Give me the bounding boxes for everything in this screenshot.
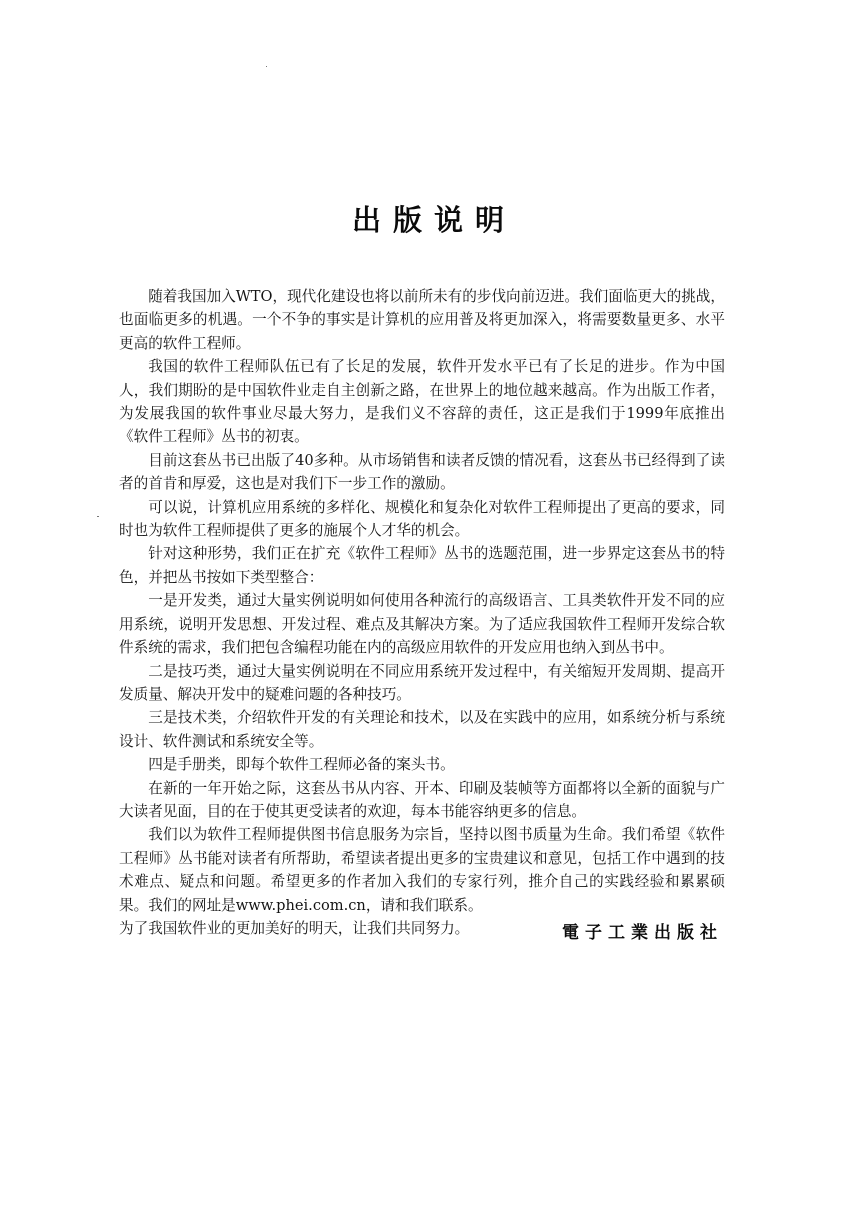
page-title: 出版说明: [351, 203, 516, 237]
paragraph: 三是技术类，介绍软件开发的有关理论和技术，以及在实践中的应用，如系统分析与系统设计、软件测试和系统安全等。: [119, 709, 725, 750]
scan-speck: [266, 66, 267, 67]
body-text: [119, 285, 725, 940]
paragraph: 一是开发类，通过大量实例说明如何使用各种流行的高级语言、工具类软件开发不同的应用系统，说明开发思想、开发过程、难点及其解决方案。为了适应我国软件工程师开发综合软件系统的需求，我们把包含编程功能在内的高级应用软件的开发应用也纳入到丛书中。: [119, 592, 725, 657]
paragraph: 我国的软件工程师队伍已有了长足的发展，软件开发水平已有了长足的进步。作为中国人，我们期盼的是中国软件业走自主创新之路，在世界上的地位越来越高。作为出版工作者，为发展我国的软件事业尽最大努力，是我们义不容辞的责任，这正是我们于1999年底推出《软件工程师》丛书的初衷。: [119, 358, 725, 446]
paragraph: 随着我国加入WTO，现代化建设也将以前所未有的步伐向前迈进。我们面临更大的挑战，也面临更多的机遇。一个不争的事实是计算机的应用普及将更加深入，将需要数量更多、水平更高的软件工程师。: [119, 288, 725, 352]
scan-speck: [97, 516, 99, 517]
paragraph: 我们以为软件工程师提供图书信息服务为宗旨，坚持以图书质量为生命。我们希望《软件工程师》丛书能对读者有所帮助，希望读者提出更多的宝贵建议和意见，包括工作中遇到的技术难点、疑点和问题。希望更多的作者加入我们的专家行列，推介自己的实践经验和累累硕果。我们的网址是www.phei.com.cn，请和我们联系。: [119, 826, 725, 914]
paragraph: 四是手册类，即每个软件工程师必备的案头书。: [148, 756, 455, 774]
paragraph: 在新的一年开始之际，这套丛书从内容、开本、印刷及装帧等方面都将以全新的面貌与广大读者见面，目的在于使其更受读者的欢迎，每本书能容纳更多的信息。: [119, 779, 725, 820]
paragraph: 目前这套丛书已出版了40多种。从市场销售和读者反馈的情况看，这套丛书已经得到了读者的首肯和厚爱，这也是对我们下一步工作的激励。: [119, 451, 725, 493]
publisher-name: 電子工業出版社: [562, 923, 723, 943]
paragraph: 针对这种形势，我们正在扩充《软件工程师》丛书的选题范围，进一步界定这套丛书的特色，并把丛书按如下类型整合：: [119, 545, 725, 586]
closing-paragraph: 为了我国软件业的更加美好的明天，让我们共同努力。: [119, 919, 470, 937]
paragraph: 可以说，计算机应用系统的多样化、规模化和复杂化对软件工程师提出了更高的要求，同时也为软件工程师提供了更多的施展个人才华的机会。: [119, 498, 725, 540]
paragraph: 二是技巧类，通过大量实例说明在不同应用系统开发过程中，有关缩短开发周期、提高开发质量、解决开发中的疑难问题的各种技巧。: [119, 662, 725, 703]
